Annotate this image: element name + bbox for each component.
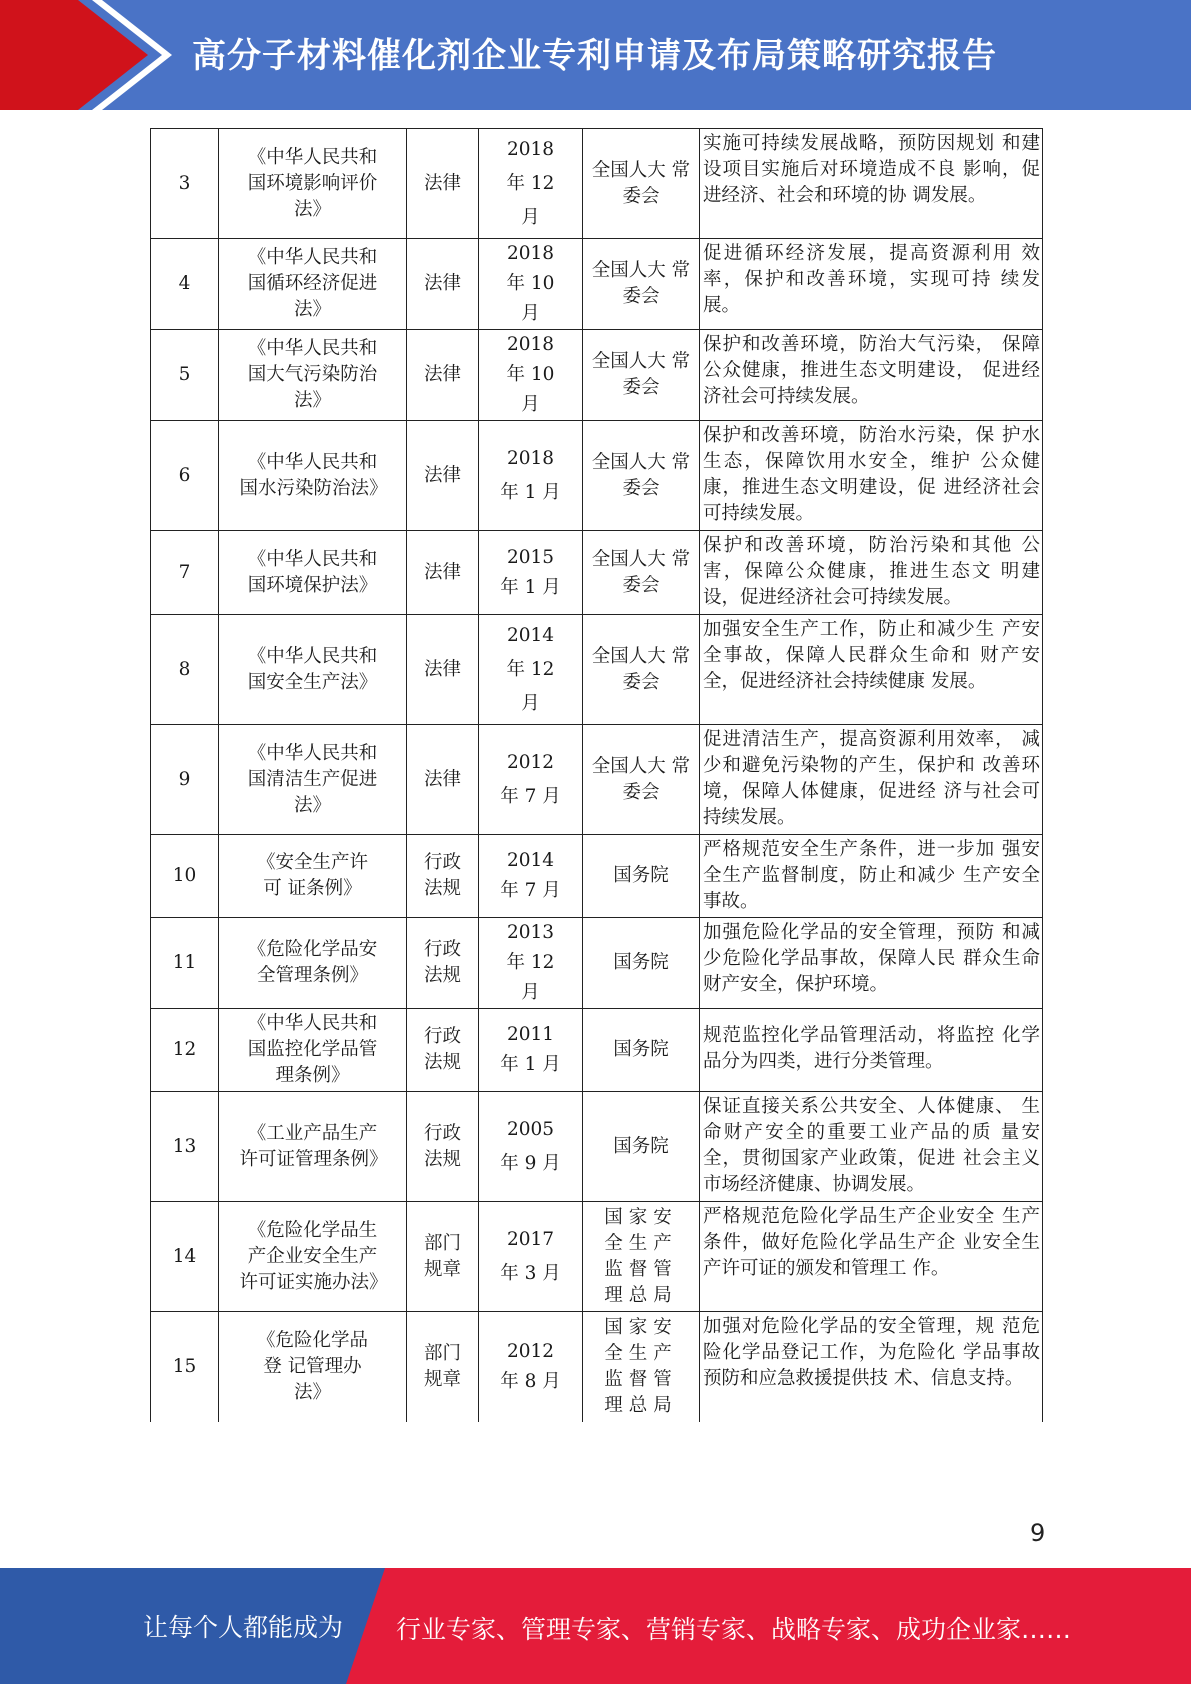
page-title: 高分子材料催化剂企业专利申请及布局策略研究报告 <box>192 36 997 76</box>
law-purpose: 促进清洁生产，提高资源利用效率， 减少和避免污染物的产生，保护和 改善环境，保障人体健康，促进经 济与社会可持续发展。 <box>700 725 1043 835</box>
issuing-authority: 国务院 <box>583 835 700 918</box>
law-purpose: 保证直接关系公共安全、人体健康、 生命财产安全的重要工业产品的质 量安全，贯彻国家产业政策，促进 社会主义市场经济健康、协调发展。 <box>700 1092 1043 1202</box>
issuing-authority: 全国人大 常委会 <box>583 330 700 421</box>
law-purpose: 加强安全生产工作，防止和减少生 产安全事故，保障人民群众生命和 财产安全，促进经济社会持续健康 发展。 <box>700 615 1043 725</box>
law-type: 部门 规章 <box>407 1312 479 1422</box>
law-purpose: 规范监控化学品管理活动，将监控 化学品分为四类，进行分类管理。 <box>700 1009 1043 1092</box>
law-type: 行政 法规 <box>407 1092 479 1202</box>
effective-date: 2018 年 12 月 <box>479 129 583 239</box>
effective-date: 2018 年 1 月 <box>479 421 583 531</box>
effective-date: 2015 年 1 月 <box>479 531 583 615</box>
table-row <box>151 1092 1043 1202</box>
law-purpose: 严格规范危险化学品生产企业安全 生产条件，做好危险化学品生产企 业安全生产许可证的颁发和管理工 作。 <box>700 1202 1043 1312</box>
law-name: 《危险化学品登 记管理办法》 <box>219 1312 407 1422</box>
law-type: 法律 <box>407 421 479 531</box>
effective-date: 2017 年 3 月 <box>479 1202 583 1312</box>
row-number: 10 <box>151 835 219 918</box>
law-purpose: 保护和改善环境，防治水污染，保 护水生态，保障饮用水安全，维护 公众健康，推进生态文明建设，促 进经济社会可持续发展。 <box>700 421 1043 531</box>
issuing-authority: 全国人大 常委会 <box>583 615 700 725</box>
effective-date: 2018 年 10 月 <box>479 239 583 330</box>
effective-date: 2011 年 1 月 <box>479 1009 583 1092</box>
law-name: 《中华人民共和 国监控化学品管 理条例》 <box>219 1009 407 1092</box>
law-type: 法律 <box>407 531 479 615</box>
law-purpose: 保护和改善环境，防治大气污染， 保障公众健康，推进生态文明建设， 促进经济社会可持续发展。 <box>700 330 1043 421</box>
law-name: 《工业产品生产 许可证管理条例》 <box>219 1092 407 1202</box>
table-row <box>151 330 1043 421</box>
effective-date: 2005 年 9 月 <box>479 1092 583 1202</box>
row-number: 15 <box>151 1312 219 1422</box>
law-name: 《中华人民共和 国循环经济促进 法》 <box>219 239 407 330</box>
row-number: 13 <box>151 1092 219 1202</box>
issuing-authority: 国家安全生产监督管理总局 <box>583 1202 700 1312</box>
law-name: 《中华人民共和 国水污染防治法》 <box>219 421 407 531</box>
issuing-authority: 全国人大 常委会 <box>583 239 700 330</box>
table-row <box>151 835 1043 918</box>
page-header <box>0 0 1191 110</box>
table-row <box>151 239 1043 330</box>
row-number: 5 <box>151 330 219 421</box>
effective-date: 2012 年 8 月 <box>479 1312 583 1422</box>
issuing-authority: 国家安全生产监督管理总局 <box>583 1312 700 1422</box>
issuing-authority: 全国人大 常委会 <box>583 129 700 239</box>
issuing-authority: 国务院 <box>583 918 700 1009</box>
issuing-authority: 全国人大 常委会 <box>583 725 700 835</box>
row-number: 3 <box>151 129 219 239</box>
table-row <box>151 129 1043 239</box>
law-name: 《中华人民共和 国安全生产法》 <box>219 615 407 725</box>
law-type: 法律 <box>407 239 479 330</box>
row-number: 4 <box>151 239 219 330</box>
row-number: 7 <box>151 531 219 615</box>
table-body <box>151 129 1043 1422</box>
effective-date: 2012 年 7 月 <box>479 725 583 835</box>
law-name: 《中华人民共和 国大气污染防治 法》 <box>219 330 407 421</box>
effective-date: 2014 年 7 月 <box>479 835 583 918</box>
table-row <box>151 1312 1043 1422</box>
law-purpose: 严格规范安全生产条件，进一步加 强安全生产监督制度，防止和减少 生产安全事故。 <box>700 835 1043 918</box>
table-row <box>151 1009 1043 1092</box>
footer-slogan-left: 让每个人都能成为 <box>143 1613 344 1642</box>
law-name: 《安全生产许可 证条例》 <box>219 835 407 918</box>
row-number: 12 <box>151 1009 219 1092</box>
law-type: 法律 <box>407 725 479 835</box>
law-type: 行政 法规 <box>407 1009 479 1092</box>
effective-date: 2014 年 12 月 <box>479 615 583 725</box>
row-number: 8 <box>151 615 219 725</box>
law-name: 《中华人民共和 国清洁生产促进 法》 <box>219 725 407 835</box>
table-row <box>151 725 1043 835</box>
law-type: 法律 <box>407 330 479 421</box>
law-type: 行政 法规 <box>407 918 479 1009</box>
row-number: 6 <box>151 421 219 531</box>
page-footer <box>0 1568 1191 1684</box>
law-purpose: 加强危险化学品的安全管理，预防 和减少危险化学品事故，保障人民 群众生命财产安全，保护环境。 <box>700 918 1043 1009</box>
law-name: 《中华人民共和 国环境保护法》 <box>219 531 407 615</box>
table-row <box>151 1202 1043 1312</box>
issuing-authority: 国务院 <box>583 1009 700 1092</box>
table-row <box>151 615 1043 725</box>
law-purpose: 促进循环经济发展，提高资源利用 效率，保护和改善环境，实现可持 续发展。 <box>700 239 1043 330</box>
law-type: 部门 规章 <box>407 1202 479 1312</box>
law-type: 行政 法规 <box>407 835 479 918</box>
law-name: 《危险化学品生 产企业安全生产 许可证实施办法》 <box>219 1202 407 1312</box>
issuing-authority: 全国人大 常委会 <box>583 421 700 531</box>
law-type: 法律 <box>407 129 479 239</box>
footer-slogan-right: 行业专家、管理专家、营销专家、战略专家、成功企业家…… <box>396 1615 1072 1644</box>
law-name: 《危险化学品安 全管理条例》 <box>219 918 407 1009</box>
page-number: 9 <box>1030 1519 1046 1547</box>
effective-date: 2013 年 12 月 <box>479 918 583 1009</box>
law-name: 《中华人民共和 国环境影响评价 法》 <box>219 129 407 239</box>
row-number: 11 <box>151 918 219 1009</box>
law-purpose: 保护和改善环境，防治污染和其他 公害，保障公众健康，推进生态文 明建设，促进经济社会可持续发展。 <box>700 531 1043 615</box>
effective-date: 2018 年 10 月 <box>479 330 583 421</box>
law-purpose: 加强对危险化学品的安全管理，规 范危险化学品登记工作，为危险化 学品事故预防和应急救援提供技 术、信息支持。 <box>700 1312 1043 1422</box>
table-row <box>151 421 1043 531</box>
law-type: 法律 <box>407 615 479 725</box>
issuing-authority: 全国人大 常委会 <box>583 531 700 615</box>
regulations-table <box>150 128 1042 1422</box>
table-row <box>151 918 1043 1009</box>
row-number: 9 <box>151 725 219 835</box>
law-purpose: 实施可持续发展战略，预防因规划 和建设项目实施后对环境造成不良 影响，促进经济、社会和环境的协 调发展。 <box>700 129 1043 239</box>
table-row <box>151 531 1043 615</box>
row-number: 14 <box>151 1202 219 1312</box>
issuing-authority: 国务院 <box>583 1092 700 1202</box>
